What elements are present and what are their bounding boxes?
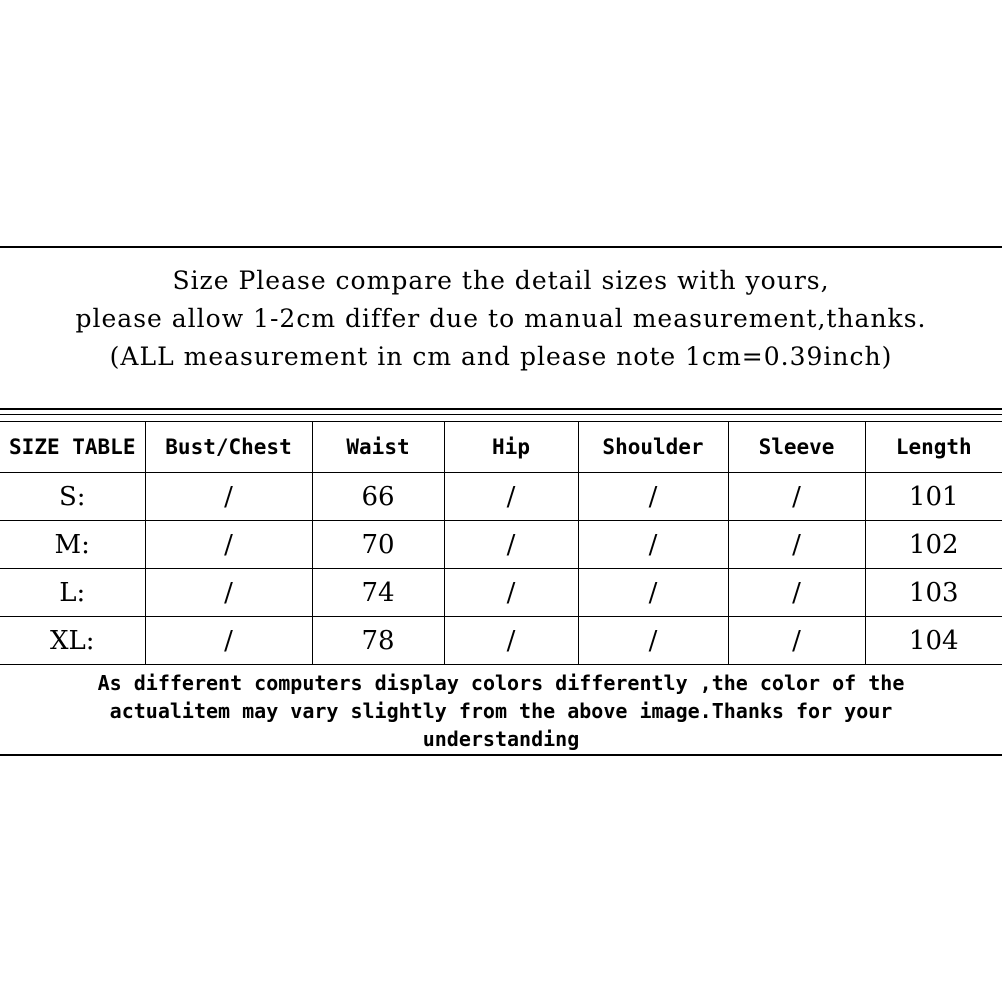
bottom-border-line [0, 754, 1002, 756]
waist-cell: 78 [312, 617, 444, 665]
color-disclaimer [0, 669, 1002, 753]
shoulder-cell: / [578, 521, 728, 569]
size-notice [0, 262, 1002, 376]
hip-cell: / [444, 473, 578, 521]
divider-line-bottom [0, 414, 1002, 415]
notice-line-3: (ALL measurement in cm and please note 1cm=0.39inch) [109, 342, 893, 371]
sleeve-cell: / [728, 569, 865, 617]
top-border-line [0, 246, 1002, 248]
length-cell: 104 [865, 617, 1002, 665]
column-header-hip: Hip [444, 422, 578, 473]
divider-line-top [0, 408, 1002, 410]
sleeve-cell: / [728, 473, 865, 521]
bust-cell: / [145, 521, 312, 569]
column-header-waist: Waist [312, 422, 444, 473]
hip-cell: / [444, 569, 578, 617]
column-header-shoulder: Shoulder [578, 422, 728, 473]
table-row [0, 473, 1002, 521]
size-label-cell: L: [0, 569, 145, 617]
shoulder-cell: / [578, 473, 728, 521]
waist-cell: 70 [312, 521, 444, 569]
hip-cell: / [444, 617, 578, 665]
size-label-cell: M: [0, 521, 145, 569]
sleeve-cell: / [728, 617, 865, 665]
table-header-row [0, 422, 1002, 473]
column-header-sleeve: Sleeve [728, 422, 865, 473]
disclaimer-line-3: understanding [422, 727, 580, 751]
column-header-size: SIZE TABLE [0, 422, 145, 473]
bust-cell: / [145, 617, 312, 665]
column-header-bust: Bust/Chest [145, 422, 312, 473]
notice-line-2: please allow 1-2cm differ due to manual measurement,thanks. [75, 304, 927, 333]
table-row [0, 569, 1002, 617]
bust-cell: / [145, 569, 312, 617]
sleeve-cell: / [728, 521, 865, 569]
disclaimer-line-2: actualitem may vary slightly from the above image.Thanks for your [109, 699, 893, 723]
disclaimer-line-1: As different computers display colors differently ,the color of the [97, 671, 905, 695]
waist-cell: 66 [312, 473, 444, 521]
hip-cell: / [444, 521, 578, 569]
waist-cell: 74 [312, 569, 444, 617]
length-cell: 101 [865, 473, 1002, 521]
shoulder-cell: / [578, 617, 728, 665]
size-label-cell: XL: [0, 617, 145, 665]
notice-line-1: Size Please compare the detail sizes with yours, [172, 266, 830, 295]
size-table [0, 421, 1002, 665]
length-cell: 103 [865, 569, 1002, 617]
size-label-cell: S: [0, 473, 145, 521]
bust-cell: / [145, 473, 312, 521]
column-header-length: Length [865, 422, 1002, 473]
table-row [0, 521, 1002, 569]
shoulder-cell: / [578, 569, 728, 617]
length-cell: 102 [865, 521, 1002, 569]
table-row [0, 617, 1002, 665]
